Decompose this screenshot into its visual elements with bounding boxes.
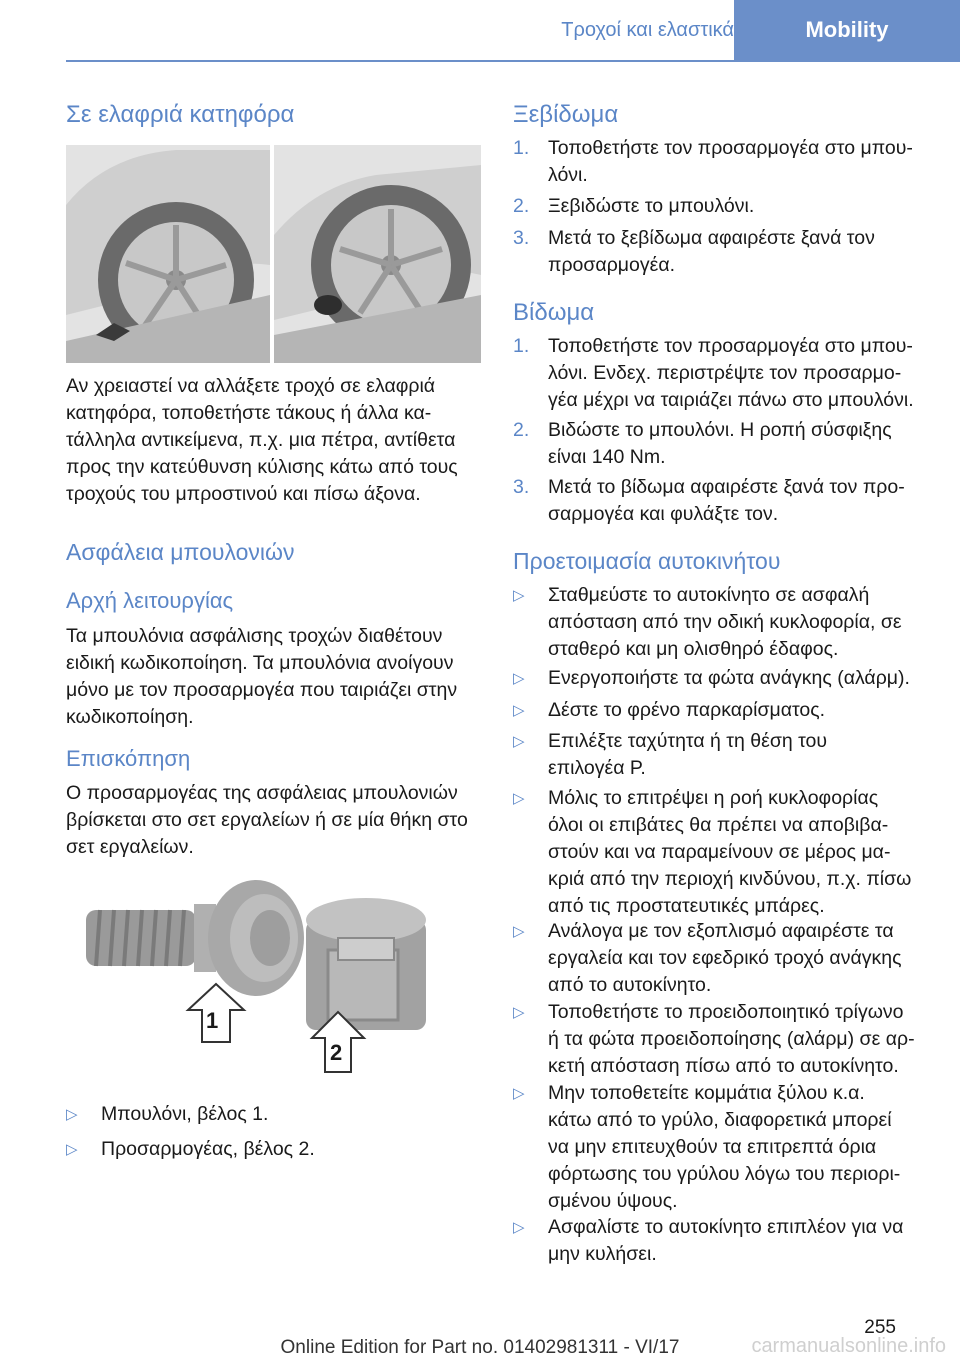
header-divider [66,60,960,62]
step-line: Ξεβιδώστε το μπουλόνι. [548,195,755,217]
step-number: 1. [513,335,530,357]
prep-line: Ανάλογα με τον εξοπλισμό αφαιρέστε τα [548,920,894,942]
overview-line: σετ εργαλείων. [66,836,194,858]
step-line: γέα μέχρι να ταιριάζει πάνω στο μπουλόνι. [548,389,914,411]
prep-line: Ενεργοποιήστε τα φώτα ανάγκης (αλάρμ). [548,667,910,689]
legend-text: Μπουλόνι, βέλος 1. [101,1103,269,1125]
triangle-bullet-icon: ▷ [513,587,525,604]
prep-line: Σταθμεύστε το αυτοκίνητο σε ασφαλή [548,584,870,606]
triangle-bullet-icon: ▷ [513,790,525,807]
prep-line: να μην επιτευχθούν τα επιτρεπτά όρια [548,1136,877,1158]
prep-line: Δέστε το φρένο παρκαρίσματος. [548,699,826,721]
prep-line: απόσταση από την οδική κυκλοφορία, σε [548,611,902,633]
step-number: 3. [513,227,530,249]
prep-line: Μην τοποθετείτε κομμάτια ξύλου κ.α. [548,1082,865,1104]
prep-line: κετή απόσταση πίσω από το αυτοκίνητο. [548,1055,899,1077]
header-section-title: Τροχοί και ελαστικά [561,18,734,41]
principle-line: μόνο με τον προσαρμογέα που ταιριάζει στην [66,679,458,701]
triangle-bullet-icon: ▷ [66,1106,78,1123]
prep-line: Ασφαλίστε το αυτοκίνητο επιπλέον για να [548,1216,904,1238]
step-number: 1. [513,137,530,159]
triangle-bullet-icon: ▷ [513,1219,525,1236]
page-number: 255 [864,1317,896,1338]
adapter-icon [306,898,426,1030]
principle-line: ειδική κωδικοποίηση. Τα μπουλόνια ανοίγουν [66,652,454,674]
prep-line: σμένου ύψους. [548,1190,678,1212]
prep-line: όλοι οι επιβάτες θα πρέπει να αποβιβα- [548,814,889,836]
step-line: σαρμογέα και φυλάξτε τον. [548,503,779,525]
bolt-icon [86,880,304,996]
step-number: 3. [513,476,530,498]
step-line: Μετά το ξεβίδωμα αφαιρέστε ξανά τον [548,227,875,249]
prep-line: ή τα φώτα προειδοποίησης (αλάρμ) σε αρ- [548,1028,915,1050]
prep-line: φόρτωσης του γρύλου λόγω του περιορι- [548,1163,901,1185]
legend-text: Προσαρμογέας, βέλος 2. [101,1138,315,1160]
triangle-bullet-icon: ▷ [513,702,525,719]
step-number: 2. [513,419,530,441]
prep-line: επιλογέα P. [548,757,646,779]
step-line: προσαρμογέα. [548,254,676,276]
slope-line: κατηφόρα, τοποθετήστε τάκους ή άλλα κα- [66,402,432,424]
overview-line: Ο προσαρμογέας της ασφάλειας μπουλονιών [66,782,458,804]
prep-line: Μόλις το επιτρέψει η ροή κυκλοφορίας [548,787,879,809]
step-line: είναι 140 Nm. [548,446,666,468]
edition-line: Online Edition for Part no. 01402981311 - VI/17 [280,1337,680,1358]
triangle-bullet-icon: ▷ [513,923,525,940]
header-chapter-tab[interactable]: Mobility [734,0,960,60]
slope-photo [66,145,481,363]
watermark: carmanualsonline.info [751,1335,946,1357]
triangle-bullet-icon: ▷ [513,1085,525,1102]
triangle-bullet-icon: ▷ [66,1141,78,1158]
arrow-2-label: 2 [330,1040,343,1065]
prep-line: από τις προστατευτικές μπάρες. [548,895,825,917]
principle-heading: Αρχή λειτουργίας [66,588,234,613]
principle-line: κωδικοποίηση. [66,706,194,728]
principle-line: Τα μπουλόνια ασφάλισης τροχών διαθέτουν [66,625,443,647]
step-line: Τοποθετήστε τον προσαρμογέα στο μπου- [548,137,913,159]
overview-heading: Επισκόπηση [66,746,191,771]
bolt-adapter-illustration [66,880,481,1085]
slope-line: τροχούς του μπροστινού και πίσω άξονα. [66,483,421,505]
prep-line: Τοποθετήστε το προειδοποιητικό τρίγωνο [548,1001,904,1023]
prep-line: στούν και να παραμείνουν σε μέρος μα- [548,841,891,863]
slope-line: προς την κατεύθυνση κύλισης κάτω από τους [66,456,458,478]
slope-line: τάλληλα αντικείμενα, π.χ. μια πέτρα, αντίθετα [66,429,456,451]
screw-heading: Βίδωμα [513,299,595,326]
step-line: Βιδώστε το μπουλόνι. Η ροπή σύσφιξης [548,419,892,441]
prep-line: μην κυλήσει. [548,1243,657,1265]
triangle-bullet-icon: ▷ [513,733,525,750]
slope-line: Αν χρειαστεί να αλλάξετε τροχό σε ελαφριά [66,375,436,397]
prep-line: Επιλέξτε ταχύτητα ή τη θέση του [548,730,828,752]
overview-line: βρίσκεται στο σετ εργαλείων ή σε μία θήκη στο [66,809,468,831]
step-line: Τοποθετήστε τον προσαρμογέα στο μπου- [548,335,913,357]
triangle-bullet-icon: ▷ [513,670,525,687]
step-line: λόνι. [548,164,588,186]
triangle-bullet-icon: ▷ [513,1004,525,1021]
unscrew-heading: Ξεβίδωμα [513,101,619,128]
prep-line: εργαλεία και τον εφεδρικό τροχό ανάγκης [548,947,902,969]
step-line: Μετά το βίδωμα αφαιρέστε ξανά τον προ- [548,476,905,498]
slope-heading: Σε ελαφριά κατηφόρα [66,101,295,128]
step-line: λόνι. Ενδεχ. περιστρέψτε τον προσαρμο- [548,362,902,384]
prep-heading: Προετοιμασία αυτοκινήτου [513,548,781,574]
prep-line: κριά από την περιοχή κινδύνου, π.χ. πίσω [548,868,912,890]
prep-line: από το αυτοκίνητο. [548,974,712,996]
prep-line: σταθερό και μη ολισθηρό έδαφος. [548,638,839,660]
step-number: 2. [513,195,530,217]
page-header [0,0,960,62]
arrow-1-label: 1 [206,1008,219,1033]
prep-line: κάτω από το γρύλο, διαφορετικά μπορεί [548,1109,892,1131]
locking-heading: Ασφάλεια μπουλονιών [66,539,295,565]
